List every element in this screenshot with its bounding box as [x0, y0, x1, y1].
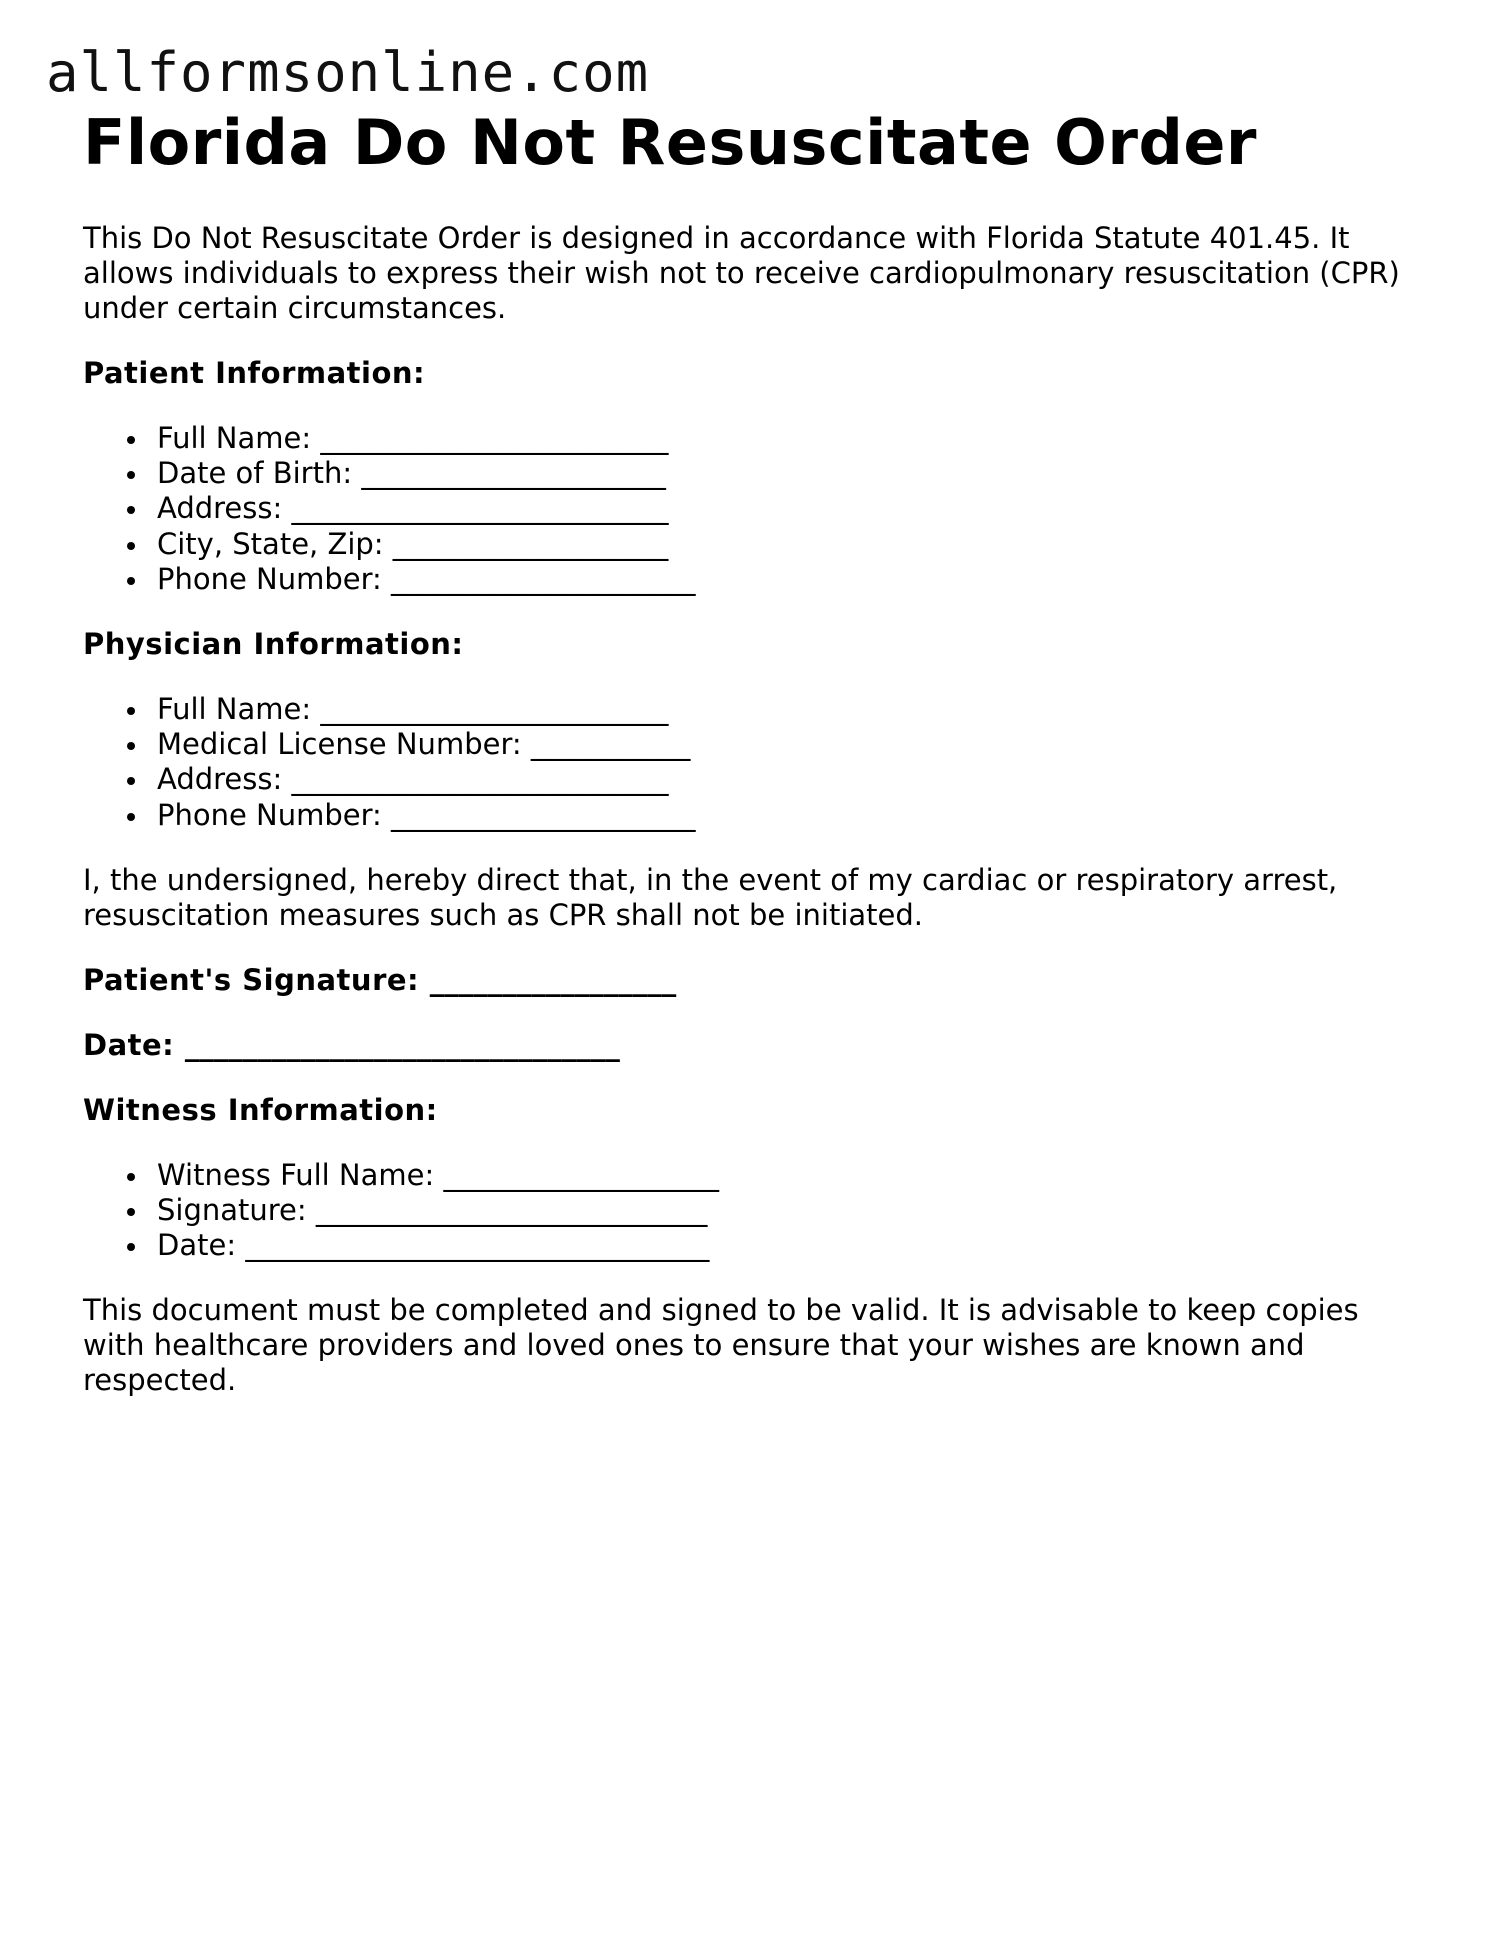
field-blank: ______________________________ [184, 1027, 620, 1062]
patient-fields-list [83, 421, 1423, 597]
field-label: Medical License Number: [157, 727, 531, 762]
field-blank: _____________________ [361, 456, 666, 491]
physician-address-field[interactable] [157, 762, 1423, 797]
field-blank: ________________________ [320, 421, 669, 455]
witness-date-field[interactable] [157, 1228, 1423, 1263]
field-label: Signature: [157, 1193, 316, 1228]
field-label: Witness Full Name: [157, 1157, 444, 1192]
field-blank: ___________ [530, 727, 691, 762]
physician-phone-number-field[interactable] [157, 798, 1423, 833]
directive-paragraph: I, the undersigned, hereby direct that, in the event of my cardiac or respiratory arrest, resuscitation measures such as CPR shall not be initiated. [83, 862, 1338, 932]
field-label: Phone Number: [157, 797, 392, 832]
document-page [83, 105, 1423, 1398]
physician-license-number-field[interactable] [157, 727, 1423, 762]
field-blank: ___________________ [392, 526, 669, 561]
field-blank: ___________________ [443, 1157, 719, 1192]
physician-fields-list [83, 692, 1423, 833]
field-label: Full Name: [157, 692, 321, 727]
patient-full-name-field[interactable] [157, 421, 1423, 456]
field-label: City, State, Zip: [157, 526, 393, 561]
field-label: Address: [157, 491, 292, 526]
field-label: Date of Birth: [157, 456, 362, 491]
page-title: Florida Do Not Resuscitate Order [83, 106, 1257, 179]
witness-section-heading: Witness Information: [83, 1092, 438, 1127]
field-blank: _____________________ [391, 561, 696, 596]
patient-city-state-zip-field[interactable] [157, 527, 1423, 562]
patient-phone-number-field[interactable] [157, 562, 1423, 597]
field-blank: ___________________________ [315, 1193, 708, 1228]
patient-signature-field[interactable] [83, 963, 1423, 998]
field-blank: _________________ [429, 962, 677, 997]
witness-fields-list [83, 1158, 1423, 1264]
field-label: Full Name: [157, 421, 321, 455]
field-label: Patient's Signature: [83, 962, 430, 997]
site-watermark: allformsonline.com [46, 41, 650, 104]
patient-date-of-birth-field[interactable] [157, 456, 1423, 491]
patient-address-field[interactable] [157, 491, 1423, 526]
physician-full-name-field[interactable] [157, 692, 1423, 727]
field-blank: __________________________ [291, 762, 669, 797]
date-field[interactable] [83, 1028, 1423, 1063]
physician-section-heading: Physician Information: [83, 627, 464, 662]
field-blank: _____________________ [391, 797, 696, 832]
field-label: Phone Number: [157, 561, 392, 596]
field-label: Date: [157, 1228, 246, 1263]
patient-section-heading: Patient Information: [83, 356, 426, 390]
field-label: Date: [83, 1027, 185, 1062]
field-blank: ________________________ [320, 692, 669, 727]
field-label: Address: [157, 762, 292, 797]
witness-signature-field[interactable] [157, 1193, 1423, 1228]
intro-paragraph: This Do Not Resuscitate Order is designed in accordance with Florida Statute 401.45. It allows individuals to express their wish not to receive cardiopulmonary resuscitation (CPR) under certain circumstances. [83, 221, 1400, 325]
closing-paragraph: This document must be completed and signed to be valid. It is advisable to keep copies with healthcare providers and loved ones to ensure that your wishes are known and respected. [83, 1293, 1359, 1398]
field-blank: ________________________________ [245, 1228, 710, 1263]
field-blank: __________________________ [291, 491, 669, 526]
witness-full-name-field[interactable] [157, 1158, 1423, 1193]
